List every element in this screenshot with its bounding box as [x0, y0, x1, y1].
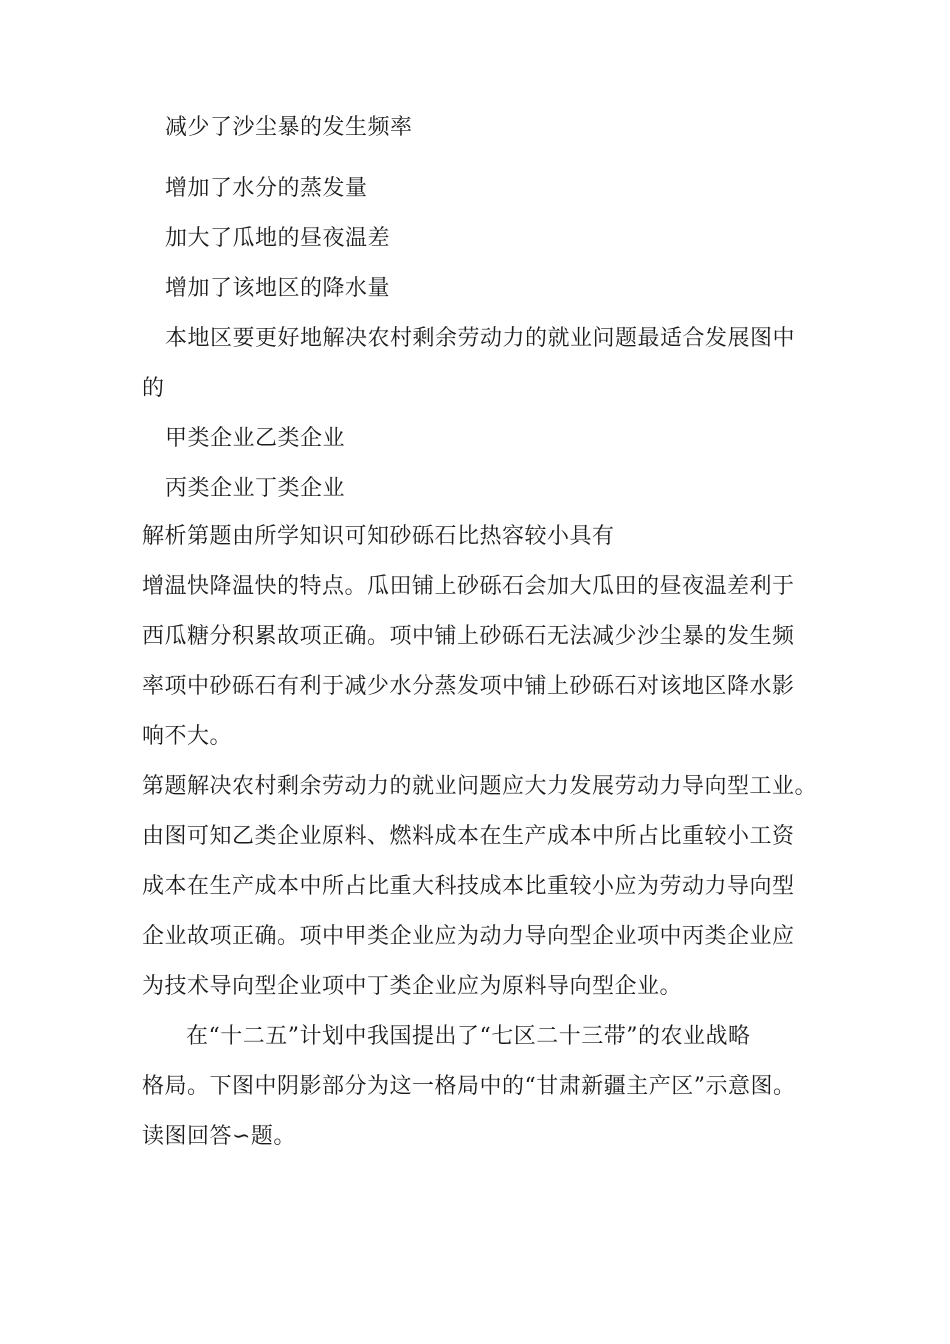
option-increase-precipitation: 增加了该地区的降水量: [165, 276, 391, 301]
analysis-line-10: 为技术导向型企业项中丁类企业应为原料导向型企业。: [142, 974, 683, 999]
question-text-line-1: 本地区要更好地解决农村剩余劳动力的就业问题最适合发展图中: [165, 326, 796, 351]
passage-line-1: 在“十二五”计划中我国提出了“七区二十三带”的农业战略: [186, 1024, 751, 1049]
analysis-line-8: 成本在生产成本中所占比重大科技成本比重较小应为劳动力导向型: [142, 874, 795, 899]
passage-line-2: 格局。下图中阴影部分为这一格局中的“甘肃新疆主产区”示意图。: [142, 1074, 796, 1099]
option-increase-evaporation: 增加了水分的蒸发量: [165, 176, 368, 201]
analysis-line-2: 增温快降温快的特点。瓜田铺上砂砾石会加大瓜田的昼夜温差利于: [142, 574, 795, 599]
passage-line-3: 读图回答∽题。: [142, 1124, 296, 1149]
analysis-line-7: 由图可知乙类企业原料、燃料成本在生产成本中所占比重较小工资: [142, 824, 795, 849]
option-increase-temp-difference: 加大了瓜地的昼夜温差: [165, 226, 391, 251]
analysis-line-1: 解析第题由所学知识可知砂砾石比热容较小具有: [142, 524, 615, 549]
analysis-line-5: 响不大。: [142, 724, 233, 749]
analysis-line-3: 西瓜糖分积累故项正确。项中铺上砂砾石无法减少沙尘暴的发生频: [142, 624, 795, 649]
analysis-line-6: 第题解决农村剩余劳动力的就业问题应大力发展劳动力导向型工业。: [142, 774, 818, 799]
option-reduce-sandstorm: 减少了沙尘暴的发生频率: [165, 115, 413, 140]
question-text-line-2: 的: [142, 376, 165, 401]
analysis-line-9: 企业故项正确。项中甲类企业应为动力导向型企业项中丙类企业应: [142, 924, 795, 949]
option-row-bing-ding: 丙类企业丁类企业: [165, 476, 346, 501]
option-row-jia-yi: 甲类企业乙类企业: [165, 426, 346, 451]
analysis-line-4: 率项中砂砾石有利于减少水分蒸发项中铺上砂砾石对该地区降水影: [142, 674, 795, 699]
